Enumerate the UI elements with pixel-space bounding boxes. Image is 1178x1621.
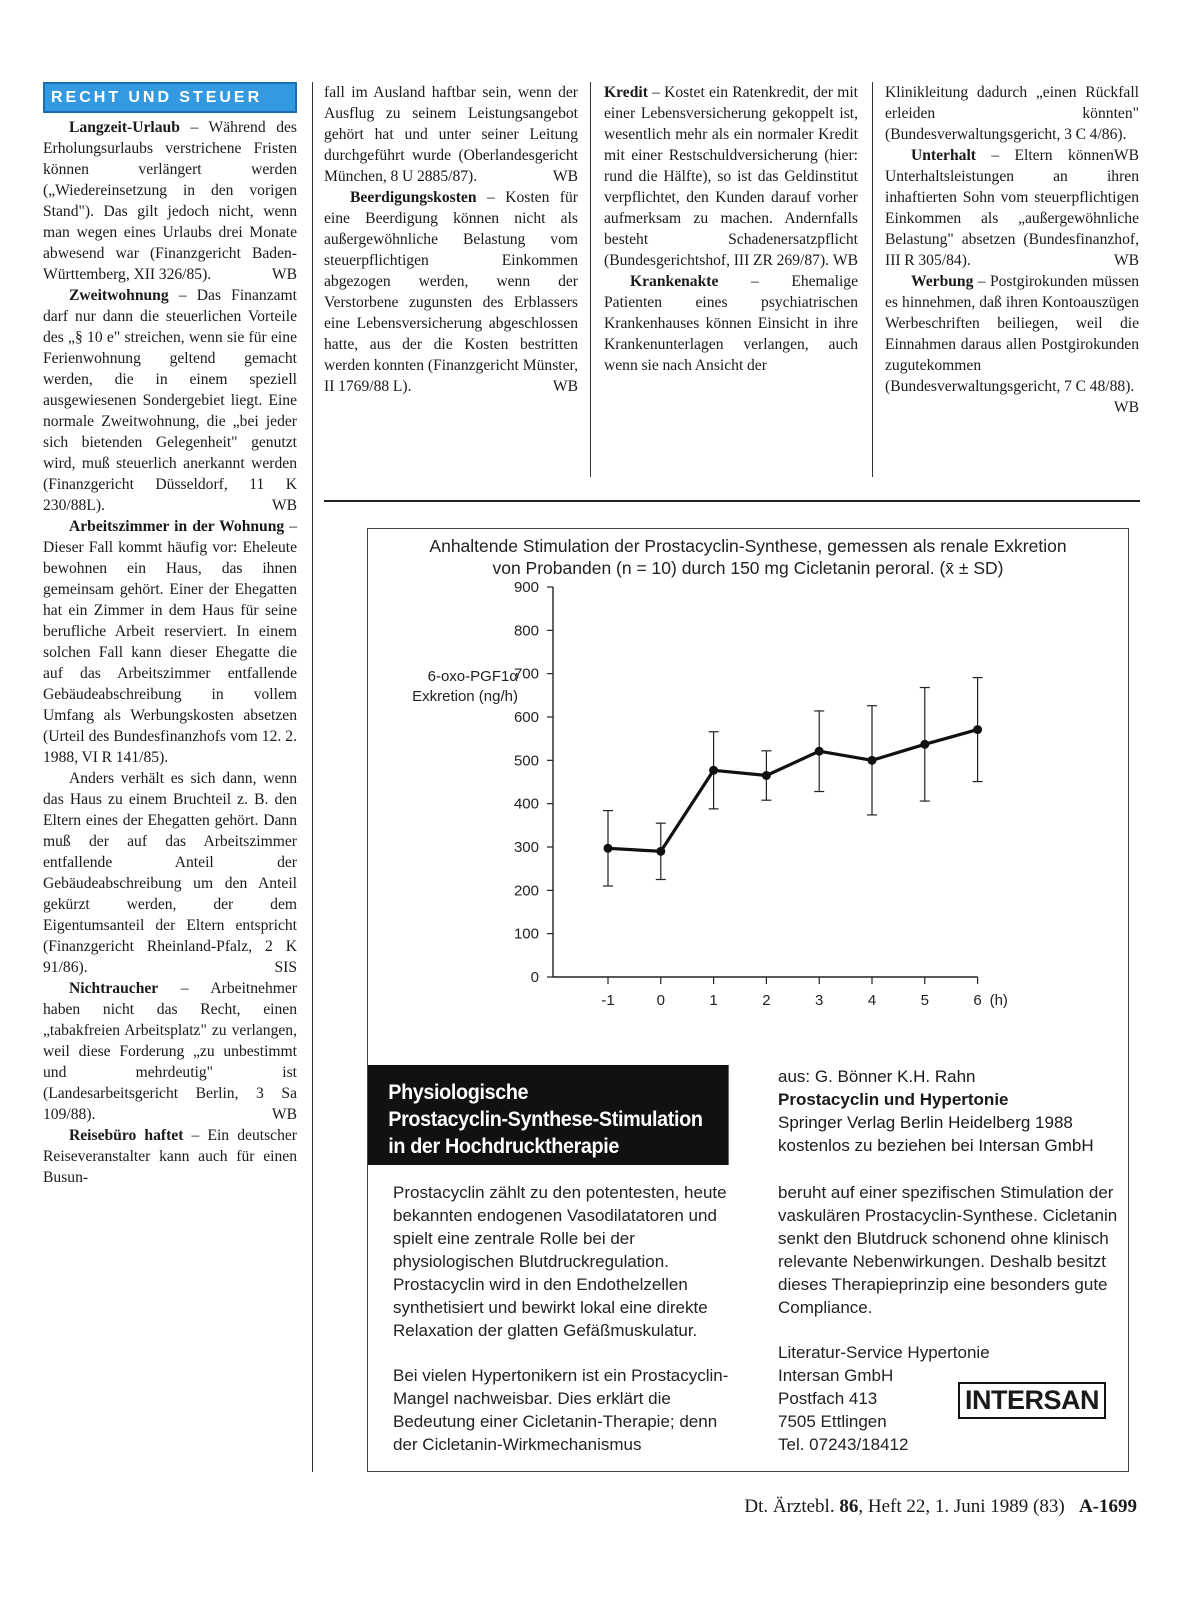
column-1-articles	[43, 117, 297, 1188]
address-line: Postfach 413	[778, 1389, 878, 1408]
y-tick-label: 0	[530, 969, 539, 986]
article-signature: WB	[552, 378, 578, 395]
data-point	[920, 740, 929, 749]
y-axis-label-line-1: 6-oxo-PGF1α	[427, 668, 518, 685]
column-2-articles	[324, 82, 578, 397]
article-text: – Postgirokunden müssen es hinnehmen, daß ihren Kontoauszügen Werbeschriften beiliegen, weil die Einnahmen daraus allen Postgirokunden zugutekommen (Bundesverwaltungsgericht, 7 C 48/88).	[885, 273, 1139, 395]
journal-issue: , Heft 22, 1. Juni 1989 (83)	[858, 1496, 1065, 1517]
source-reference	[778, 1065, 1128, 1157]
data-point	[973, 725, 982, 734]
column-2	[324, 82, 578, 397]
column-3-articles	[604, 82, 858, 376]
article-paragraph	[324, 82, 578, 187]
x-axis-unit-label: (h)	[989, 992, 1008, 1009]
chart-title-line-2: von Probanden (n = 10) durch 150 mg Cicletanin peroral. (x̄ ± SD)	[492, 558, 1004, 578]
data-point	[762, 771, 771, 780]
y-tick-label: 700	[513, 665, 539, 683]
chart-title-line-1: Anhaltende Stimulation der Prostacyclin-Synthese, gemessen als renale Exkretion	[429, 536, 1067, 556]
article-paragraph	[43, 516, 297, 768]
article-text: Klinikleitung dadurch „einen Rückfall erleiden könnten" (Bundesverwaltungsgericht, 3 C 4/86).	[885, 84, 1139, 143]
x-tick-label: 2	[762, 992, 771, 1009]
data-point	[656, 847, 665, 856]
x-tick-label: 6	[973, 992, 982, 1009]
article-signature: WB	[1113, 399, 1139, 416]
column-4	[885, 82, 1139, 418]
data-point	[709, 766, 718, 775]
article-text: – Das Finanzamt darf nur dann die steuerlichen Vorteile des „§ 10 e" streichen, wenn sie für eine Ferienwohnung geltend gemacht werden, die in einem speziell ausgewiesenen Sondergebiet liegt. Eine normale Zweitwohnung, die „bei jeder sich bietenden Gelegenheit" genutzt wird, muß steuerlich anerkannt werden (Finanzgericht Düsseldorf, 11 K 230/88L).	[43, 287, 297, 514]
y-tick-label: 800	[513, 622, 539, 640]
column-divider	[312, 82, 313, 1472]
article-paragraph	[43, 117, 297, 285]
y-tick-label: 600	[513, 709, 539, 726]
article-heading: Zweitwohnung	[69, 287, 169, 304]
column-1	[43, 82, 297, 1188]
article-text: – Kosten für eine Beerdigung können nicht als außergewöhnliche Belastung vom steuerpflichtigen Einkommen abgezogen werden, wenn der Verstorbene zugunsten des Erblassers eine Lebensversicherung abgeschlossen hatte, aus der die Kosten bestritten werden konnten (Finanzgericht Münster, II 1769/88 L).	[324, 189, 578, 395]
section-label: RECHT UND STEUER	[43, 82, 297, 113]
article-paragraph	[43, 285, 297, 516]
article-signature: WB	[271, 266, 297, 283]
article-heading: Werbung	[911, 273, 974, 290]
journal-name: Dt. Ärztebl.	[744, 1496, 835, 1517]
article-text: – Dieser Fall kommt häufig vor: Eheleute bewohnen ein Haus, das ihnen gemeinsam gehört. Einer der Ehegatten hat ein Zimmer in dem Haus für seine berufliche Arbeit reserviert. In einem solchen Fall kann dieser Ehegatte die auf das Arbeitszimmer entfallende Gebäudeabschreibung in vollem Umfang als Werbungskosten absetzen (Urteil des Bundesfinanzhofs vom 12. 2. 1988, VI R 141/85).	[43, 518, 297, 766]
article-text: – Eltern können Unterhaltsleistungen an ihren inhaftierten Sohn vom steuerpflichtigen Einkommen als „außergewöhnliche Belastung" absetzen (Bundesfinanzhof, III R 305/84).	[885, 147, 1139, 269]
article-heading: Krankenakte	[630, 273, 719, 290]
column-4-articles	[885, 82, 1139, 416]
headline-line-2: Prostacyclin-Synthese-Stimulation	[388, 1107, 703, 1131]
article-signature: WB	[1113, 252, 1139, 269]
source-title: Prostacyclin und Hypertonie	[778, 1090, 1009, 1109]
y-tick-label: 900	[513, 579, 539, 596]
x-tick-label: 4	[867, 992, 877, 1009]
x-tick-label: 1	[709, 992, 718, 1009]
source-authors: aus: G. Bönner K.H. Rahn	[778, 1067, 976, 1086]
article-paragraph	[43, 978, 297, 1125]
page-footer	[657, 1496, 1137, 1518]
article-paragraph	[885, 271, 1139, 416]
y-axis-label-line-2: Exkretion (ng/h)	[412, 688, 518, 705]
data-point	[868, 756, 877, 765]
article-text: – Arbeitnehmer haben nicht das Recht, einen „tabakfreien Arbeitsplatz" zu verlangen, weil diese Forderung „zu unbestimmt und mehrdeutig" ist (Landesarbeitsgericht Berlin, 3 Sa 109/88).	[43, 980, 297, 1123]
ad-paragraph: Bei vielen Hypertonikern ist ein Prostacyclin-Mangel nachweisbar. Dies erklärt die Bedeutung einer Cicletanin-Therapie; denn der Cicletanin-Wirkmechanismus	[393, 1366, 729, 1454]
article-text: – Während des Erholungsurlaubs verstrichene Fristen können verlängert werden („Wiedereinsetzung in den vorigen Stand"). Das gilt jedoch nicht, wenn man wegen eines Urlaubs drei Monate abwesend war (Finanzgericht Baden-Württemberg, XII 326/85).	[43, 119, 297, 283]
data-point	[815, 747, 824, 756]
source-publisher: Springer Verlag Berlin Heidelberg 1988	[778, 1113, 1073, 1132]
address-line: Tel. 07243/18412	[778, 1435, 909, 1454]
journal-volume: 86	[839, 1496, 859, 1517]
article-text: fall im Ausland haftbar sein, wenn der Ausflug zu seinem Leistungsangebot gehört hat und unter seiner Leitung durchgeführt wurde (Oberlandesgericht München, 8 U 2885/87).	[324, 84, 578, 185]
intersan-logo: INTERSAN	[958, 1382, 1106, 1419]
article-paragraph	[885, 145, 1139, 271]
article-signature: WB	[832, 252, 858, 269]
data-point	[604, 844, 613, 853]
chart	[368, 529, 1128, 1029]
column-divider	[590, 82, 591, 477]
article-text: Anders verhält es sich dann, wenn das Haus zu einem Bruchteil z. B. den Eltern eines der Ehegatten gehört. Dann muß der auf das Arbeitszimmer entfallende Anteil der Gebäudeabschreibung um den Anteil gekürzt werden, der dem Eigentumsanteil der Eltern entspricht (Finanzgericht Rheinland-Pfalz, 2 K 91/86).	[43, 770, 297, 976]
article-signature: SIS	[274, 959, 297, 976]
ad-body-left	[393, 1181, 743, 1478]
article-paragraph	[604, 82, 858, 271]
column-divider	[872, 82, 873, 477]
article-heading: Beerdigungskosten	[350, 189, 477, 206]
article-signature: WB	[271, 1106, 297, 1123]
headline-line-3: in der Hochdrucktherapie	[388, 1134, 620, 1158]
article-paragraph	[43, 1125, 297, 1188]
article-paragraph	[604, 271, 858, 376]
article-signature: WB	[271, 497, 297, 514]
source-availability: kostenlos zu beziehen bei Intersan GmbH	[778, 1136, 1094, 1155]
headline-line-1: Physiologische	[388, 1080, 529, 1104]
x-tick-label: 5	[920, 992, 929, 1009]
article-text: – Ehemalige Patienten eines psychiatrischen Krankenhauses können Einsicht in ihre Krankenunterlagen verlangen, auch wenn sie nach Ansicht der	[604, 273, 858, 374]
article-signature: WB	[552, 168, 578, 185]
x-tick-label: 3	[815, 992, 824, 1009]
article-signature: WB	[1113, 147, 1139, 164]
y-tick-label: 300	[513, 839, 539, 856]
article-heading: Langzeit-Urlaub	[69, 119, 180, 136]
advertisement	[367, 528, 1129, 1472]
address-line: Literatur-Service Hypertonie	[778, 1343, 990, 1362]
article-text: – Kostet ein Ratenkredit, der mit einer Lebensversicherung gekoppelt ist, wesentlich mehr als ein normaler Kredit mit einer Restschuldversicherung (hier: rund die Hälfte), so ist das Geldinstitut verpflichtet, den Kunden darauf vorher aufmerksam zu machen. Andernfalls besteht Schadenersatzpflicht (Bundesgerichtshof, III ZR 269/87).	[604, 84, 858, 269]
horizontal-rule	[324, 500, 1140, 502]
article-heading: Kredit	[604, 84, 648, 101]
ad-paragraph: Prostacyclin zählt zu den potentesten, heute bekannten endogenen Vasodilatatoren und spielt eine zentrale Rolle bei der physiologischen Blutdruckregulation. Prostacyclin wird in den Endothelzellen synthetisiert und bewirkt lokal eine direkte Relaxation der glatten Gefäßmuskulatur.	[393, 1183, 727, 1340]
article-heading: Unterhalt	[911, 147, 976, 164]
y-tick-label: 200	[513, 882, 539, 900]
page-number: A-1699	[1078, 1496, 1137, 1517]
y-tick-label: 100	[513, 925, 539, 943]
article-heading: Arbeitszimmer in der Wohnung	[69, 518, 285, 535]
x-tick-label: -1	[601, 992, 615, 1009]
y-tick-label: 400	[513, 795, 539, 813]
article-heading: Nichtraucher	[69, 980, 159, 997]
y-tick-label: 500	[513, 752, 539, 770]
ad-paragraph: beruht auf einer spezifischen Stimulation der vaskulären Prostacyclin-Synthese. Cicletanin senkt den Blutdruck schonend ohne klinisch relevante Nebenwirkungen. Deshalb besitzt dieses Therapieprinzip eine besonders gute Compliance.	[778, 1183, 1118, 1317]
article-heading: Reisebüro haftet	[69, 1127, 184, 1144]
x-tick-label: 0	[656, 992, 665, 1009]
article-paragraph	[43, 768, 297, 978]
column-3	[604, 82, 858, 376]
address-line: 7505 Ettlingen	[778, 1412, 887, 1431]
address-line: Intersan GmbH	[778, 1366, 894, 1385]
article-text: – Ein deutscher Reiseveranstalter kann auch für einen Busun-	[43, 1127, 297, 1186]
article-paragraph	[324, 187, 578, 397]
headline-box	[368, 1065, 729, 1165]
